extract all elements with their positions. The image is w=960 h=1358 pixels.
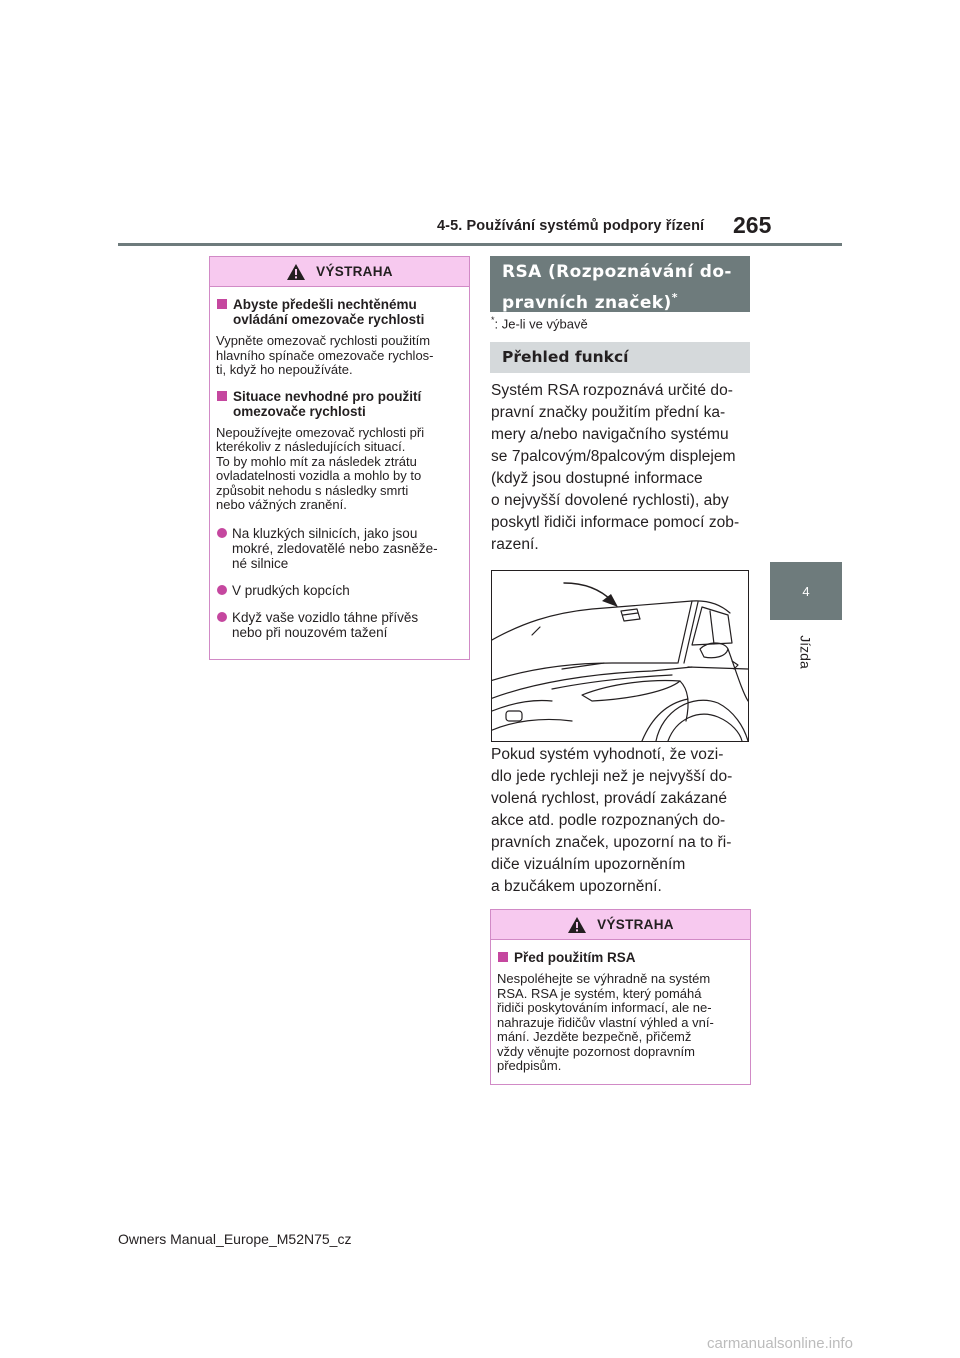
paragraph-rsa-description: Systém RSA rozpoznává určité do- pravní značky použitím přední ka- mery a/nebo navigačního systému se 7palcovým/8palcovým displejem (když jsou dostupné informace o nejvyšší dovolené rychlosti), aby poskytl řidiči informace pomocí zob- razení.: [491, 382, 740, 553]
header-rule: [118, 243, 842, 246]
running-header-section: 4-5. Používání systémů podpory řízení: [437, 218, 705, 234]
warning-body: [210, 287, 469, 648]
warning-item-title: Abyste předešli nechtěnému ovládání omezovače rychlosti: [216, 297, 459, 327]
warning-body: [491, 940, 750, 1082]
section-title-line2: pravních značek)*: [502, 291, 678, 313]
warning-item-title: Před použitím RSA: [497, 950, 740, 965]
warning-box-rsa: [490, 909, 751, 1085]
square-bullet-icon: [498, 952, 508, 962]
page-number: 265: [733, 212, 772, 238]
watermark: carmanualsonline.info: [707, 1335, 853, 1352]
round-bullet-icon: [217, 585, 227, 595]
warning-triangle-icon: [286, 263, 306, 281]
chapter-tab-label-text: Jízda: [798, 635, 814, 669]
footnote-asterisk: *: [491, 315, 495, 325]
car-front-camera-illustration: [491, 570, 749, 742]
chapter-tab-number: 4: [770, 562, 842, 620]
section-title-line1: RSA (Rozpoznávání do-: [502, 262, 732, 282]
paragraph-rsa-warning-behavior: Pokud systém vyhodnotí, že vozi- dlo jede rychleji než je nejvyšší do- volená rychlost, provádí zakázané akce atd. podle rozpoznaných do- pravních značek, upozorní na to ři- diče vizuálním upozorněním a bzučákem upozornění.: [491, 746, 733, 895]
warning-box-speed-limiter: [209, 256, 470, 660]
warning-header: [210, 257, 469, 287]
warning-item-text: Vypněte omezovač rychlosti použitím hlavního spínače omezovače rychlos- ti, když ho nepoužíváte.: [216, 333, 434, 377]
footnote: *: Je-li ve výbavě: [491, 315, 588, 332]
subheading-function-overview: Přehled funkcí: [490, 342, 750, 373]
chapter-tab-label: [770, 630, 842, 674]
warning-triangle-icon: [567, 916, 587, 934]
footer-manual-id: Owners Manual_Europe_M52N75_cz: [118, 1231, 352, 1247]
square-bullet-icon: [217, 391, 227, 401]
round-bullet-icon: [217, 612, 227, 622]
title-asterisk: *: [671, 291, 678, 304]
warning-item-text: Nespoléhejte se výhradně na systém RSA. RSA je systém, který pomáhá řidiči poskytováním informací, ale ne- nahrazuje řidičův vlastní výhled a vní- mání. Jezděte bezpečně, přičemž vždy věnujte pozornost dopravním předpisům.: [497, 971, 714, 1073]
warning-item-text: Nepoužívejte omezovač rychlosti při kterékoliv z následujících situací. To by mohlo mít za následek ztrátu ovladatelnosti vozidla a mohlo by to způsobit nehodu s následky smrti nebo vážných zranění.: [216, 424, 425, 512]
warning-item-title: Situace nevhodné pro použití omezovače rychlosti: [216, 389, 459, 419]
warning-title: VÝSTRAHA: [597, 917, 674, 932]
list-item: Na kluzkých silnicích, jako jsou mokré, zledovatělé nebo zasněže- né silnice: [216, 526, 459, 571]
round-bullet-icon: [217, 528, 227, 538]
car-drawing: [492, 571, 748, 741]
square-bullet-icon: [217, 299, 227, 309]
warning-title: VÝSTRAHA: [316, 264, 393, 279]
list-item: Když vaše vozidlo táhne přívěs nebo při nouzovém tažení: [216, 610, 459, 640]
section-title: [490, 256, 750, 312]
list-item: V prudkých kopcích: [216, 583, 459, 598]
warning-header: [491, 910, 750, 940]
